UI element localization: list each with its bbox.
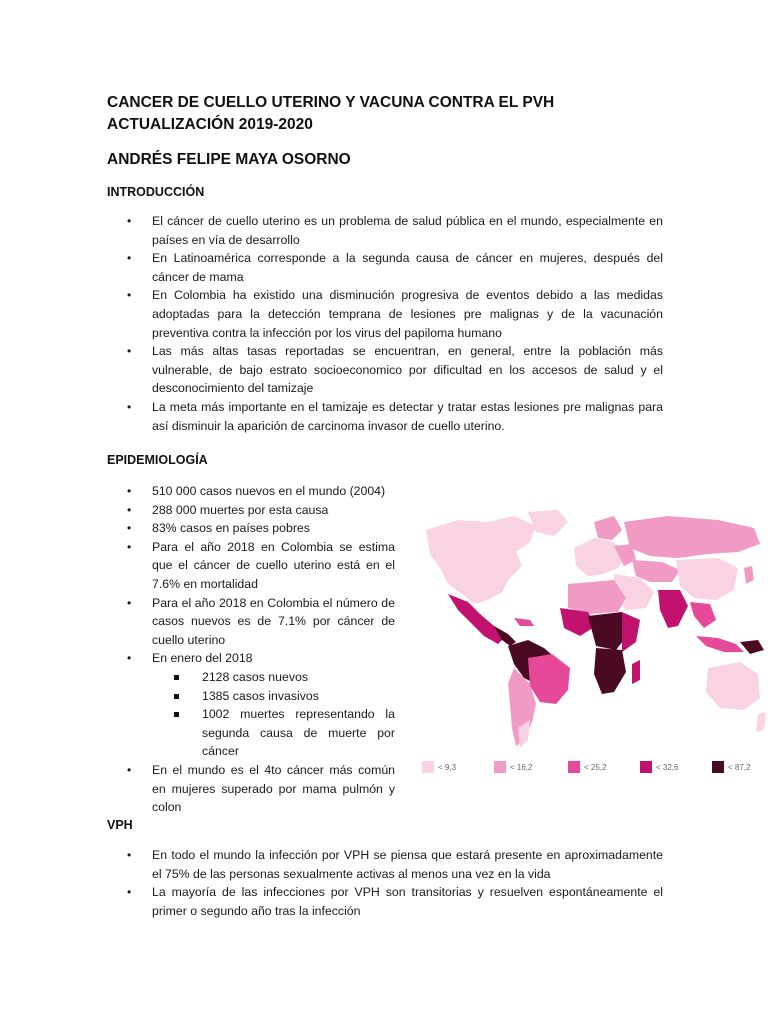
- list-item: • Las más altas tasas reportadas se encuentran, en general, entre la población más vulnerable, de bajo estrato socioeconomico por dificultad en los accesos de salud y el desconocimiento del tamizaje: [107, 342, 663, 398]
- region-north-africa: [568, 580, 626, 614]
- world-map-figure: [418, 508, 768, 778]
- legend-swatch: [494, 761, 506, 773]
- list-item: • En todo el mundo la infección por VPH se piensa que estará presente en aproximadamente el 75% de las personas sexualmente activas al menos una vez en la vida: [107, 846, 663, 883]
- list-item: • En Latinoamérica corresponde a la segunda causa de cáncer en mujeres, después del cáncer de mama: [107, 249, 663, 286]
- region-australia: [706, 662, 760, 710]
- legend-label: < 9,3: [438, 762, 457, 772]
- list-item: • El cáncer de cuello uterino es un problema de salud pública en el mundo, especialmente en países en vía de desarrollo: [107, 212, 663, 249]
- sub-list-item: 1385 casos invasivos: [152, 687, 395, 706]
- list-item: • 288 000 muertes por esta causa: [107, 501, 395, 520]
- legend-label: < 32,6: [656, 762, 679, 772]
- region-southeast-asia: [690, 602, 716, 628]
- list-item: • La mayoría de las infecciones por VPH son transitorias y resuelven espontáneamente el primer o segundo año tras la infección: [107, 883, 663, 920]
- region-greenland: [528, 510, 568, 536]
- section-heading-introduccion: INTRODUCCIÓN: [107, 185, 205, 199]
- legend-label: < 16,2: [510, 762, 533, 772]
- legend-swatch: [712, 761, 724, 773]
- legend-item: [712, 760, 750, 774]
- region-japan: [744, 566, 754, 584]
- region-scandinavia: [594, 516, 622, 540]
- region-southern-africa: [594, 648, 626, 694]
- epidemiologia-sub-list: [152, 668, 395, 761]
- list-item: • En Colombia ha existido una disminución progresiva de eventos debido a las medidas adoptadas para la detección temprana de lesiones pre malignas y de la vacunación preventiva contra la infección por los virus del papiloma humano: [107, 286, 663, 342]
- list-item: • En el mundo es el 4to cáncer más común en mujeres superado por mama pulmón y colon: [107, 761, 395, 817]
- epidemiologia-list: [107, 482, 395, 817]
- legend-swatch: [422, 761, 434, 773]
- legend-item: [568, 760, 606, 774]
- section-heading-vph: VPH: [107, 818, 133, 832]
- legend-label: < 25,2: [584, 762, 607, 772]
- list-item: • Para el año 2018 en Colombia se estima que el cáncer de cuello uterino está en el 7.6% en mortalidad: [107, 538, 395, 594]
- sub-list-item: 1002 muertes representando la segunda causa de muerte por cáncer: [152, 705, 395, 761]
- legend-swatch: [568, 761, 580, 773]
- list-item: • La meta más importante en el tamizaje es detectar y tratar estas lesiones pre malignas para así disminuir la aparición de carcinoma invasor de cuello uterino.: [107, 398, 663, 435]
- region-east-africa: [622, 612, 640, 652]
- region-indonesia: [696, 636, 744, 652]
- legend-item: [640, 760, 678, 774]
- legend-item: [422, 760, 456, 774]
- region-caribbean: [514, 618, 534, 626]
- region-madagascar: [632, 660, 640, 684]
- legend-item: [494, 760, 532, 774]
- sub-list-item: 2128 casos nuevos: [152, 668, 395, 687]
- region-china: [676, 558, 738, 600]
- list-item: • Para el año 2018 en Colombia el número de casos nuevos es de 7.1% por cáncer de cuello uterino: [107, 594, 395, 650]
- region-europe: [574, 538, 626, 576]
- region-india: [658, 590, 688, 628]
- list-item: • 83% casos en países pobres: [107, 519, 395, 538]
- legend-swatch: [640, 761, 652, 773]
- section-heading-epidemiologia: EPIDEMIOLOGÍA: [107, 453, 208, 467]
- vph-list: [107, 846, 663, 920]
- list-item: [107, 649, 395, 761]
- introduccion-list: [107, 212, 663, 435]
- region-new-zealand: [756, 712, 766, 732]
- region-north-america: [426, 516, 536, 604]
- document-title: CANCER DE CUELLO UTERINO Y VACUNA CONTRA EL PVH ACTUALIZACIÓN 2019-2020: [107, 94, 555, 133]
- document-author: ANDRÉS FELIPE MAYA OSORNO: [107, 151, 351, 168]
- list-item: • 510 000 casos nuevos en el mundo (2004): [107, 482, 395, 501]
- legend-label: < 87,2: [728, 762, 751, 772]
- map-legend: [418, 760, 768, 780]
- region-brazil: [528, 654, 570, 704]
- list-item-text: En enero del 2018: [152, 651, 253, 666]
- world-map: [418, 508, 768, 758]
- region-russia: [624, 516, 760, 558]
